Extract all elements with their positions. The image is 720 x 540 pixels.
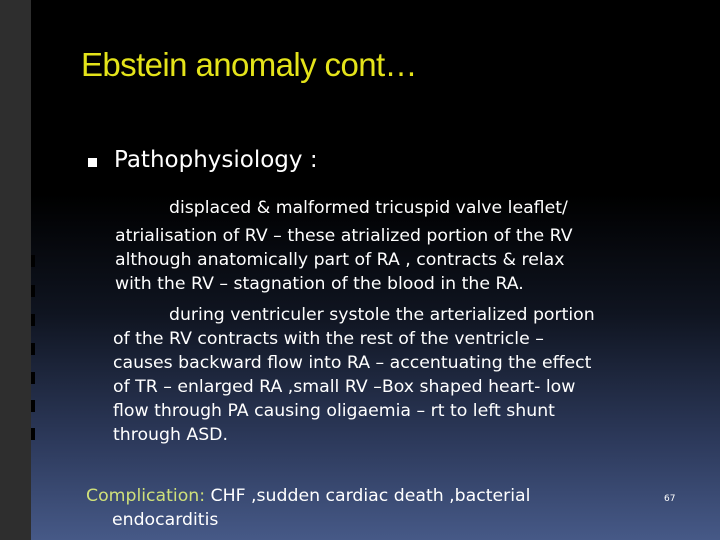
complication-label: Complication: bbox=[86, 486, 206, 506]
paragraph-line: causes backward flow into RA – accentuating the effect bbox=[113, 353, 592, 373]
bullet-square-icon bbox=[88, 158, 97, 167]
paragraph-line: through ASD. bbox=[113, 425, 228, 445]
left-decorative-stripe bbox=[0, 0, 31, 540]
paragraph-line: of the RV contracts with the rest of the ventricle – bbox=[113, 329, 544, 349]
paragraph-line: flow through PA causing oligaemia – rt to left shunt bbox=[113, 401, 555, 421]
paragraph-line: atrialisation of RV – these atrialized portion of the RV bbox=[115, 226, 573, 246]
paragraph-line: during ventriculer systole the arterialized portion bbox=[169, 305, 595, 325]
paragraph-line: with the RV – stagnation of the blood in the RA. bbox=[115, 274, 524, 294]
paragraph-line: of TR – enlarged RA ,small RV –Box shaped heart- low bbox=[113, 377, 576, 397]
decor-square bbox=[31, 428, 35, 440]
decor-square bbox=[31, 255, 35, 267]
decor-square bbox=[31, 314, 35, 326]
decor-square bbox=[31, 285, 35, 297]
paragraph-line: displaced & malformed tricuspid valve leaflet/ bbox=[169, 198, 568, 218]
complication-text bbox=[86, 485, 530, 532]
section-heading: Pathophysiology : bbox=[114, 147, 318, 173]
decor-square bbox=[31, 372, 35, 384]
page-number: 67 bbox=[664, 494, 676, 504]
decor-square bbox=[31, 48, 37, 88]
complication-line2: endocarditis bbox=[112, 509, 219, 530]
slide-title: Ebstein anomaly cont… bbox=[81, 46, 417, 83]
decor-square bbox=[31, 343, 35, 355]
complication-line1: CHF ,sudden cardiac death ,bacterial bbox=[205, 486, 531, 506]
decor-square bbox=[31, 400, 35, 412]
paragraph-line: although anatomically part of RA , contracts & relax bbox=[115, 250, 565, 270]
